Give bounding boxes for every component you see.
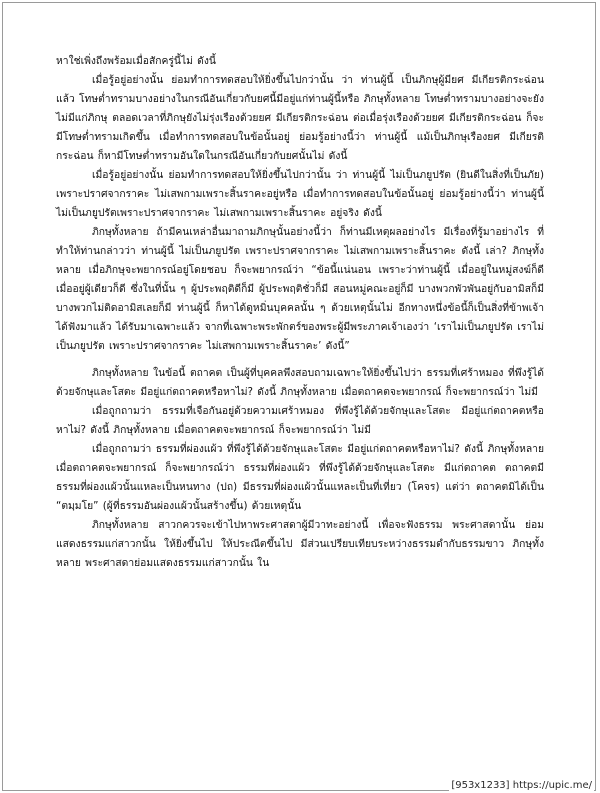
paragraph-1: หาใช่เพิ่งถึงพร้อมเมื่อสักครู่นี้ไม่ ดังนี้	[56, 55, 216, 67]
paragraph-8: ภิกษุทั้งหลาย สาวกควรจะเข้าไปหาพระศาสดาผู้มีวาทะอย่างนี้ เพื่อจะฟังธรรม พระศาสดานั้น ย่อมแสดงธรรมแก่สาวกนั้น ให้ยิ่งขึ้นไป ให้ประณีตขึ้นไป มีส่วนเปรียบเทียบระหว่างธรรมดำกับธรรมขาว ภิกษุทั้งหลาย พระศาสดาย่อมแสดงธรรมแก่สาวกนั้น ใน	[56, 519, 544, 569]
paragraph-6: เมื่อถูกถามว่า ธรรมที่เจือกันอยู่ด้วยความเศร้าหมอง ที่พึงรู้ได้ด้วยจักษุและโสตะ มีอยู่แก่ตถาคตหรือหาไม่? ดังนี้ ภิกษุทั้งหลาย เมื่อตถาคตจะพยากรณ์ ก็จะพยากรณ์ว่า ไม่มี	[56, 405, 544, 436]
image-host-watermark: [953x1233] https://upic.me/	[451, 780, 592, 791]
paragraph-7: เมื่อถูกถามว่า ธรรมที่ผ่องแผ้ว ที่พึงรู้ได้ด้วยจักษุและโสตะ มีอยู่แก่ตถาคตหรือหาไม่? ดังนี้ ภิกษุทั้งหลาย เมื่อตถาคตจะพยากรณ์ ก็จะพยากรณ์ว่า ธรรมที่ผ่องแผ้ว ที่พึงรู้ได้ด้วยจักษุและโสตะ มีแก่ตถาคต ตถาคตมีธรรมที่ผ่องแผ้วนั้นแหละเป็นหนทาง (ปถ) มีธรรมที่ผ่องแผ้วนั้นแหละเป็นที่เที่ยว (โคจร) แต่ว่า ตถาคตมิได้เป็น “ตมฺมโย” (ผู้ที่ธรรมอันผ่องแผ้วนั้นสร้างขึ้น) ด้วยเหตุนั้น	[56, 443, 544, 512]
paragraph-2: เมื่อรู้อยู่อย่างนั้น ย่อมทำการทดสอบให้ยิ่งขึ้นไปกว่านั้น ว่า ท่านผู้นี้ เป็นภิกษุผู้มียศ มีเกียรติกระฉ่อนแล้ว โทษต่ำทรามบางอย่างในกรณีอันเกี่ยวกับยศนี้มีอยู่แก่ท่านผู้นี้หรือ ภิกษุทั้งหลาย โทษต่ำทรามบางอย่างจะยังไม่มีแก่ภิกษุ ตลอดเวลาที่ภิกษุยังไม่รุ่งเรืองด้วยยศ มีเกียรติกระฉ่อน ต่อเมื่อรุ่งเรืองด้วยยศ มีเกียรติกระฉ่อน ก็จะมีโทษต่ำทรามเกิดขึ้น เมื่อทำการทดสอบในข้อนั้นอยู่ ย่อมรู้อย่างนี้ว่า ท่านผู้นี้ แม้เป็นภิกษุเรืองยศ มีเกียรติกระฉ่อน ก็หามีโทษต่ำทรามอันใดในกรณีอันเกี่ยวกับยศนั้นไม่ ดังนี้	[56, 74, 544, 162]
paragraph-3: เมื่อรู้อยู่อย่างนั้น ย่อมทำการทดสอบให้ยิ่งขึ้นไปกว่านั้น ว่า ท่านผู้นี้ ไม่เป็นภยูปรัต (ยินดีในสิ่งที่เป็นภัย) เพราะปราศจากราคะ ไม่เสพกามเพราะสิ้นราคะอยู่หรือ เมื่อทำการทดสอบในข้อนั้นอยู่ ย่อมรู้อย่างนี้ว่า ท่านผู้นี้ ไม่เป็นภยูปรัตเพราะปราศจากราคะ ไม่เสพกามเพราะสิ้นราคะ อยู่จริง ดังนี้	[56, 169, 544, 219]
document-body	[56, 52, 544, 573]
paragraph-5: ภิกษุทั้งหลาย ในข้อนี้ ตถาคต เป็นผู้ที่บุคคลพึงสอบถามเฉพาะให้ยิ่งขึ้นไปว่า ธรรมที่เศร้าหมอง ที่พึงรู้ได้ด้วยจักษุและโสตะ มีอยู่แก่ตถาคตหรือหาไม่? ดังนี้ ภิกษุทั้งหลาย เมื่อตถาคตจะพยากรณ์ ก็จะพยากรณ์ว่า ไม่มี	[56, 367, 544, 398]
paragraph-4: ภิกษุทั้งหลาย ถ้ามีคนเหล่าอื่นมาถามภิกษุนั้นอย่างนี้ว่า ก็ท่านมีเหตุผลอย่างไร มีเรื่องที่รู้มาอย่างไร ที่ทำให้ท่านกล่าวว่า ท่านผู้นี้ ไม่เป็นภยูปรัต เพราะปราศจากราคะ ไม่เสพกามเพราะสิ้นราคะ ดังนี้ เล่า? ภิกษุทั้งหลาย เมื่อภิกษุจะพยากรณ์อยู่โดยชอบ ก็จะพยากรณ์ว่า “ข้อนี้แน่นอน เพราะว่าท่านผู้นี้ เมื่ออยู่ในหมู่สงฆ์ก็ดี เมื่ออยู่ผู้เดียวก็ดี ซึ่งในที่นั้น ๆ ผู้ประพฤติดีก็มี ผู้ประพฤติชั่วก็มี สอนหมู่คณะอยู่ก็มี บางพวกพัวพันอยู่กับอามิสก็มี บางพวกไม่ติดอามิสเลยก็มี ท่านผู้นี้ ก็หาได้ดูหมิ่นบุคคลนั้น ๆ ด้วยเหตุนั้นไม่ อีกทางหนึ่งข้อนี้ก็เป็นสิ่งที่ข้าพเจ้าได้ฟังมาแล้ว ได้รับมาเฉพาะแล้ว จากที่เฉพาะพระพักตร์ของพระผู้มีพระภาคเจ้าเองว่า ‘เราไม่เป็นภยูปรัต เราไม่เป็นภยูปรัต เพราะปราศจากราคะ ไม่เสพกามเพราะสิ้นราคะ’ ดังนี้”	[56, 226, 544, 352]
